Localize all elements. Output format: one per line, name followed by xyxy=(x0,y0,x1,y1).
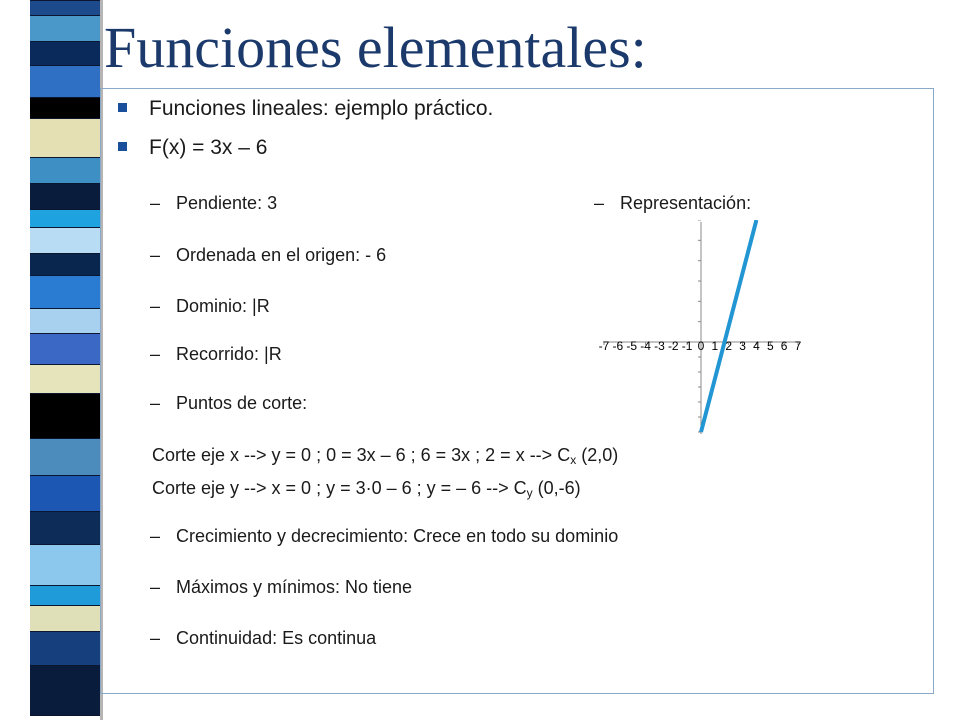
sub-item-continuidad xyxy=(150,626,376,650)
dash: – xyxy=(150,577,161,597)
x-tick-label: -7 xyxy=(598,339,610,353)
sub-item-text: Crecimiento y decrecimiento: Crece en todo su dominio xyxy=(176,526,619,546)
stripe-segment xyxy=(30,97,100,119)
x-tick-label: -4 xyxy=(640,339,651,353)
sub-item-text: Dominio: |R xyxy=(176,296,270,316)
corte-x-subscript: x xyxy=(570,453,577,467)
stripe-segment xyxy=(30,253,100,277)
stripe-segment xyxy=(30,15,100,42)
stripe-segment xyxy=(30,393,100,439)
x-tick-label: -5 xyxy=(626,339,638,353)
sub-item-ordenada xyxy=(150,243,386,267)
stripe-segment xyxy=(30,209,100,229)
stripe-segment xyxy=(30,511,100,545)
stripe-segment xyxy=(30,65,100,99)
corte-x-point: (2,0) xyxy=(576,445,619,465)
sub-item-maximos xyxy=(150,575,412,599)
stripe-segment xyxy=(30,118,100,159)
sub-item-text: Recorrido: |R xyxy=(176,344,282,364)
stripe-segment xyxy=(30,715,100,722)
corte-y-text: Corte eje y --> x = 0 ; y = 3·0 – 6 ; y = – 6 --> C xyxy=(152,478,527,498)
stripe-segment xyxy=(30,41,100,66)
dash: – xyxy=(150,193,161,213)
corte-y-point: (0,-6) xyxy=(532,478,581,498)
stripe-segment xyxy=(30,183,100,210)
stripe-segment xyxy=(30,275,100,309)
stripe-segment xyxy=(30,364,100,395)
graph-axes xyxy=(604,220,798,434)
sub-item-text: Puntos de corte: xyxy=(176,393,308,413)
stripe-segment xyxy=(30,157,100,184)
dash: – xyxy=(150,344,161,364)
dash: – xyxy=(150,245,161,265)
x-tick-label: 2 xyxy=(725,339,733,353)
x-tick-label: 7 xyxy=(794,339,802,353)
dash: – xyxy=(150,628,161,648)
bullet-text: F(x) = 3x – 6 xyxy=(149,136,268,159)
x-tick-label: -1 xyxy=(681,339,693,353)
stripe-segment xyxy=(30,605,100,632)
x-tick-label: 5 xyxy=(766,339,774,353)
x-tick-label: 0 xyxy=(697,339,705,353)
x-tick-label: -2 xyxy=(667,339,679,353)
sub-item-pendiente xyxy=(150,191,277,215)
stripe-segment xyxy=(30,438,100,477)
corte-x-text: Corte eje x --> y = 0 ; 0 = 3x – 6 ; 6 = 3x ; 2 = x --> C xyxy=(152,445,571,465)
bullet-item-lineales xyxy=(118,96,493,122)
bullet-item-function xyxy=(118,135,267,161)
x-tick-label: 6 xyxy=(780,339,788,353)
graph-series xyxy=(701,220,756,432)
corte-y-subscript: y xyxy=(526,486,533,500)
sub-item-text: Máximos y mínimos: No tiene xyxy=(176,577,413,597)
stripe-segment xyxy=(30,665,100,716)
function-line xyxy=(701,220,756,432)
square-bullet-icon xyxy=(118,142,127,151)
decorative-stripe xyxy=(30,0,100,720)
stripe-segment xyxy=(30,475,100,512)
graph-tick-labels xyxy=(599,339,802,353)
x-tick-label: 3 xyxy=(739,339,746,353)
stripe-segment xyxy=(30,333,100,365)
slide-title: Funciones elementales: xyxy=(104,15,647,80)
stripe-segment xyxy=(30,308,100,335)
sub-item-text: Continuidad: Es continua xyxy=(176,628,377,648)
stripe-segment xyxy=(30,544,100,587)
stripe-segment xyxy=(30,631,100,667)
corte-eje-y xyxy=(152,476,581,505)
sub-item-text: Representación: xyxy=(620,193,752,213)
bullet-text: Funciones lineales: ejemplo práctico. xyxy=(149,97,494,120)
sub-item-crecimiento xyxy=(150,524,618,548)
sub-item-dominio xyxy=(150,294,270,318)
sub-item-puntos-corte xyxy=(150,391,307,415)
sub-item-text: Ordenada en el origen: - 6 xyxy=(176,245,387,265)
x-tick-label: -6 xyxy=(612,339,624,353)
square-bullet-icon xyxy=(118,103,127,112)
x-tick-label: 1 xyxy=(711,339,719,353)
stripe-segment xyxy=(30,227,100,254)
dash: – xyxy=(150,526,161,546)
x-tick-label: -3 xyxy=(654,339,665,353)
sub-item-recorrido xyxy=(150,342,282,366)
dash: – xyxy=(150,296,161,316)
x-tick-label: 4 xyxy=(753,339,760,353)
corte-eje-x xyxy=(152,443,618,472)
dash: – xyxy=(594,193,605,213)
dash: – xyxy=(150,393,161,413)
stripe-segment xyxy=(30,585,100,607)
sub-item-text: Pendiente: 3 xyxy=(176,193,278,213)
sub-item-representacion xyxy=(594,191,751,215)
stripe-segments xyxy=(30,0,100,720)
function-graph xyxy=(596,220,806,436)
